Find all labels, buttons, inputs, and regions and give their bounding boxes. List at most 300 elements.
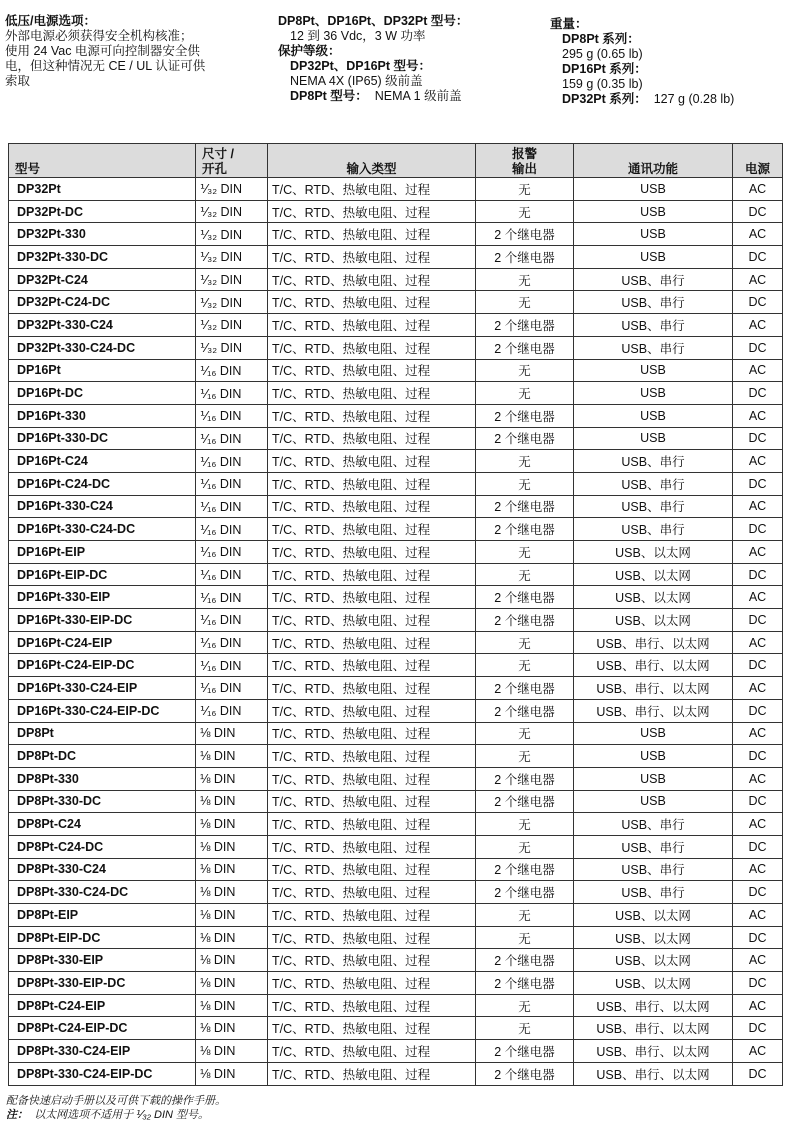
cell-size: ⅟₁₆ DIN — [196, 541, 268, 564]
cell-input-type: T/C、RTD、热敏电阻、过程 — [268, 745, 476, 768]
cell-size: ⅛ DIN — [196, 858, 268, 881]
weight-dp32-value: 127 g (0.28 lb) — [653, 92, 735, 106]
cell-power: DC — [733, 926, 783, 949]
cell-alarm-output: 无 — [476, 745, 574, 768]
ethernet-note — [6, 1108, 209, 1122]
cell-alarm-output: 无 — [476, 200, 574, 223]
table-row — [9, 427, 783, 450]
cell-communication: USB、串行 — [574, 835, 733, 858]
cell-alarm-output: 无 — [476, 291, 574, 314]
cell-model: DP32Pt-DC — [9, 200, 196, 223]
cell-communication: USB、以太网 — [574, 904, 733, 927]
cell-communication: USB、以太网 — [574, 563, 733, 586]
cell-alarm-output: 无 — [476, 382, 574, 405]
cell-power: DC — [733, 291, 783, 314]
cell-power: AC — [733, 404, 783, 427]
table-row — [9, 609, 783, 632]
cell-communication: USB — [574, 223, 733, 246]
cell-communication: USB — [574, 767, 733, 790]
cell-size: ⅟₃₂ DIN — [196, 268, 268, 291]
cell-input-type: T/C、RTD、热敏电阻、过程 — [268, 654, 476, 677]
cell-input-type: T/C、RTD、热敏电阻、过程 — [268, 563, 476, 586]
cell-power: DC — [733, 972, 783, 995]
cell-power: AC — [733, 1040, 783, 1063]
cell-model: DP8Pt-330-DC — [9, 790, 196, 813]
cell-power: AC — [733, 268, 783, 291]
cell-communication: USB — [574, 404, 733, 427]
cell-model: DP8Pt-EIP — [9, 904, 196, 927]
cell-input-type: T/C、RTD、热敏电阻、过程 — [268, 450, 476, 473]
cell-alarm-output: 无 — [476, 1017, 574, 1040]
cell-input-type: T/C、RTD、热敏电阻、过程 — [268, 586, 476, 609]
header-input-type: 输入类型 — [268, 144, 476, 178]
cell-size: ⅛ DIN — [196, 881, 268, 904]
cell-model: DP32Pt — [9, 178, 196, 201]
protection-dp8-value: NEMA 1 级前盖 — [374, 89, 462, 103]
header-size-line-2: 开孔 — [202, 162, 228, 176]
table-row — [9, 495, 783, 518]
cell-input-type: T/C、RTD、热敏电阻、过程 — [268, 858, 476, 881]
power-options-line-3: 电，但这种情况无 CE / UL 认证可供 — [5, 59, 206, 73]
cell-communication: USB、以太网 — [574, 926, 733, 949]
cell-model: DP8Pt-C24 — [9, 813, 196, 836]
cell-size: ⅟₁₆ DIN — [196, 677, 268, 700]
cell-input-type: T/C、RTD、热敏电阻、过程 — [268, 677, 476, 700]
cell-alarm-output: 2 个继电器 — [476, 336, 574, 359]
cell-input-type: T/C、RTD、热敏电阻、过程 — [268, 200, 476, 223]
table-row — [9, 246, 783, 269]
table-row — [9, 949, 783, 972]
cell-power: DC — [733, 745, 783, 768]
cell-input-type: T/C、RTD、热敏电阻、过程 — [268, 835, 476, 858]
cell-model: DP8Pt-330-C24 — [9, 858, 196, 881]
cell-power: AC — [733, 359, 783, 382]
cell-power: DC — [733, 1062, 783, 1085]
cell-model: DP16Pt — [9, 359, 196, 382]
cell-input-type: T/C、RTD、热敏电阻、过程 — [268, 404, 476, 427]
cell-power: AC — [733, 813, 783, 836]
table-row — [9, 631, 783, 654]
cell-alarm-output: 无 — [476, 813, 574, 836]
cell-input-type: T/C、RTD、热敏电阻、过程 — [268, 609, 476, 632]
cell-alarm-output: 无 — [476, 994, 574, 1017]
cell-power: DC — [733, 382, 783, 405]
cell-alarm-output: 无 — [476, 563, 574, 586]
cell-model: DP8Pt-EIP-DC — [9, 926, 196, 949]
cell-size: ⅛ DIN — [196, 767, 268, 790]
cell-communication: USB、串行 — [574, 472, 733, 495]
cell-alarm-output: 无 — [476, 722, 574, 745]
cell-size: ⅛ DIN — [196, 1062, 268, 1085]
supply-heading: DP8Pt、DP16Pt、DP32Pt 型号： — [278, 14, 469, 28]
cell-alarm-output: 2 个继电器 — [476, 223, 574, 246]
cell-input-type: T/C、RTD、热敏电阻、过程 — [268, 268, 476, 291]
cell-input-type: T/C、RTD、热敏电阻、过程 — [268, 1040, 476, 1063]
cell-communication: USB — [574, 745, 733, 768]
cell-power: DC — [733, 563, 783, 586]
cell-model: DP8Pt-330-EIP — [9, 949, 196, 972]
cell-size: ⅟₃₂ DIN — [196, 200, 268, 223]
cell-alarm-output: 2 个继电器 — [476, 972, 574, 995]
cell-communication: USB — [574, 246, 733, 269]
cell-input-type: T/C、RTD、热敏电阻、过程 — [268, 699, 476, 722]
cell-power: DC — [733, 835, 783, 858]
power-options-spec — [5, 14, 260, 89]
protection-dp8 — [278, 89, 538, 104]
cell-alarm-output: 2 个继电器 — [476, 609, 574, 632]
header-size — [196, 144, 268, 178]
manual-note: 配备快速启动手册以及可供下载的操作手册。 — [6, 1095, 226, 1107]
cell-power: DC — [733, 654, 783, 677]
cell-model: DP16Pt-330 — [9, 404, 196, 427]
power-options-heading: 低压/电源选项： — [5, 14, 96, 28]
cell-alarm-output: 2 个继电器 — [476, 246, 574, 269]
cell-power: AC — [733, 631, 783, 654]
cell-model: DP16Pt-C24 — [9, 450, 196, 473]
cell-model: DP8Pt-330 — [9, 767, 196, 790]
cell-model: DP32Pt-330-C24-DC — [9, 336, 196, 359]
cell-power: AC — [733, 586, 783, 609]
cell-model: DP16Pt-DC — [9, 382, 196, 405]
cell-power: DC — [733, 518, 783, 541]
cell-alarm-output: 2 个继电器 — [476, 677, 574, 700]
cell-size: ⅛ DIN — [196, 835, 268, 858]
table-row — [9, 1040, 783, 1063]
cell-model: DP32Pt-C24-DC — [9, 291, 196, 314]
cell-alarm-output: 无 — [476, 654, 574, 677]
table-row — [9, 450, 783, 473]
cell-power: AC — [733, 495, 783, 518]
cell-communication: USB、串行 — [574, 314, 733, 337]
table-row — [9, 881, 783, 904]
cell-model: DP16Pt-330-C24-EIP-DC — [9, 699, 196, 722]
header-alarm-line-1: 报警 — [511, 147, 537, 161]
header-model: 型号 — [9, 144, 196, 178]
table-row — [9, 926, 783, 949]
cell-model: DP8Pt-DC — [9, 745, 196, 768]
cell-model: DP8Pt-C24-DC — [9, 835, 196, 858]
cell-model: DP8Pt-330-EIP-DC — [9, 972, 196, 995]
cell-size: ⅟₃₂ DIN — [196, 291, 268, 314]
cell-power: DC — [733, 200, 783, 223]
cell-power: DC — [733, 790, 783, 813]
cell-model: DP32Pt-330-C24 — [9, 314, 196, 337]
cell-power: AC — [733, 994, 783, 1017]
cell-communication: USB、以太网 — [574, 609, 733, 632]
cell-input-type: T/C、RTD、热敏电阻、过程 — [268, 427, 476, 450]
cell-input-type: T/C、RTD、热敏电阻、过程 — [268, 881, 476, 904]
weight-dp32-label: DP32Pt 系列： — [562, 92, 647, 106]
cell-size: ⅛ DIN — [196, 926, 268, 949]
cell-input-type: T/C、RTD、热敏电阻、过程 — [268, 291, 476, 314]
cell-alarm-output: 无 — [476, 450, 574, 473]
table-row — [9, 359, 783, 382]
cell-model: DP16Pt-C24-EIP-DC — [9, 654, 196, 677]
cell-size: ⅟₁₆ DIN — [196, 382, 268, 405]
table-row — [9, 904, 783, 927]
cell-input-type: T/C、RTD、热敏电阻、过程 — [268, 472, 476, 495]
weight-dp32 — [550, 92, 786, 107]
cell-power: AC — [733, 314, 783, 337]
cell-alarm-output: 无 — [476, 904, 574, 927]
cell-power: DC — [733, 609, 783, 632]
cell-communication: USB、串行 — [574, 858, 733, 881]
cell-model: DP8Pt-330-C24-DC — [9, 881, 196, 904]
cell-input-type: T/C、RTD、热敏电阻、过程 — [268, 949, 476, 972]
table-header-row — [9, 144, 783, 178]
cell-communication: USB、串行 — [574, 495, 733, 518]
cell-communication: USB — [574, 382, 733, 405]
cell-size: ⅛ DIN — [196, 722, 268, 745]
cell-power: AC — [733, 223, 783, 246]
cell-communication: USB — [574, 790, 733, 813]
table-row — [9, 178, 783, 201]
cell-communication: USB、串行 — [574, 813, 733, 836]
cell-model: DP8Pt-330-C24-EIP — [9, 1040, 196, 1063]
table-row — [9, 813, 783, 836]
table-row — [9, 200, 783, 223]
cell-size: ⅛ DIN — [196, 972, 268, 995]
header-size-line-1: 尺寸 / — [202, 147, 234, 161]
cell-size: ⅟₃₂ DIN — [196, 336, 268, 359]
cell-power: AC — [733, 904, 783, 927]
cell-power: AC — [733, 178, 783, 201]
cell-input-type: T/C、RTD、热敏电阻、过程 — [268, 336, 476, 359]
cell-model: DP32Pt-330-DC — [9, 246, 196, 269]
cell-alarm-output: 2 个继电器 — [476, 495, 574, 518]
cell-power: AC — [733, 677, 783, 700]
cell-power: AC — [733, 722, 783, 745]
cell-power: DC — [733, 246, 783, 269]
cell-alarm-output: 2 个继电器 — [476, 790, 574, 813]
note-text: 以太网选项不适用于 ⅟₃₂ DIN 型号。 — [34, 1109, 210, 1121]
cell-model: DP16Pt-330-EIP-DC — [9, 609, 196, 632]
table-row — [9, 790, 783, 813]
cell-model: DP16Pt-EIP — [9, 541, 196, 564]
cell-communication: USB、串行、以太网 — [574, 1017, 733, 1040]
cell-size: ⅟₁₆ DIN — [196, 472, 268, 495]
cell-size: ⅛ DIN — [196, 904, 268, 927]
table-row — [9, 223, 783, 246]
table-row — [9, 518, 783, 541]
cell-alarm-output: 2 个继电器 — [476, 404, 574, 427]
cell-model: DP32Pt-C24 — [9, 268, 196, 291]
table-row — [9, 314, 783, 337]
cell-power: DC — [733, 699, 783, 722]
cell-model: DP16Pt-C24-DC — [9, 472, 196, 495]
cell-communication: USB、串行 — [574, 336, 733, 359]
table-row — [9, 541, 783, 564]
cell-size: ⅛ DIN — [196, 1017, 268, 1040]
cell-size: ⅟₁₆ DIN — [196, 563, 268, 586]
cell-size: ⅟₃₂ DIN — [196, 246, 268, 269]
cell-size: ⅛ DIN — [196, 813, 268, 836]
cell-communication: USB、以太网 — [574, 586, 733, 609]
header-alarm-line-2: 输出 — [511, 162, 537, 176]
cell-size: ⅛ DIN — [196, 1040, 268, 1063]
note-label: 注： — [6, 1109, 28, 1121]
table-row — [9, 1017, 783, 1040]
cell-model: DP16Pt-330-DC — [9, 427, 196, 450]
protection-heading: 保护等级： — [278, 44, 341, 58]
weight-dp8-label: DP8Pt 系列： — [562, 32, 640, 46]
supply-protection-spec — [278, 14, 538, 104]
cell-communication: USB、串行、以太网 — [574, 677, 733, 700]
cell-size: ⅟₁₆ DIN — [196, 609, 268, 632]
cell-alarm-output: 2 个继电器 — [476, 858, 574, 881]
cell-communication: USB、串行 — [574, 450, 733, 473]
cell-input-type: T/C、RTD、热敏电阻、过程 — [268, 904, 476, 927]
table-row — [9, 291, 783, 314]
protection-models: DP32Pt、DP16Pt 型号： — [290, 59, 432, 73]
cell-communication: USB、以太网 — [574, 949, 733, 972]
model-table — [8, 143, 783, 1086]
cell-alarm-output: 2 个继电器 — [476, 949, 574, 972]
cell-size: ⅟₁₆ DIN — [196, 699, 268, 722]
cell-alarm-output: 2 个继电器 — [476, 518, 574, 541]
supply-value: 12 到 36 Vdc，3 W 功率 — [290, 29, 426, 43]
cell-alarm-output: 2 个继电器 — [476, 767, 574, 790]
cell-alarm-output: 无 — [476, 926, 574, 949]
table-row — [9, 563, 783, 586]
table-row — [9, 972, 783, 995]
cell-communication: USB、串行 — [574, 518, 733, 541]
cell-size: ⅟₃₂ DIN — [196, 178, 268, 201]
cell-input-type: T/C、RTD、热敏电阻、过程 — [268, 972, 476, 995]
cell-alarm-output: 2 个继电器 — [476, 1040, 574, 1063]
header-power: 电源 — [733, 144, 783, 178]
cell-size: ⅟₁₆ DIN — [196, 654, 268, 677]
table-body — [9, 178, 783, 1086]
weight-dp16-label: DP16Pt 系列： — [562, 62, 647, 76]
cell-communication: USB、以太网 — [574, 972, 733, 995]
table-row — [9, 586, 783, 609]
table-row — [9, 699, 783, 722]
cell-input-type: T/C、RTD、热敏电阻、过程 — [268, 518, 476, 541]
cell-input-type: T/C、RTD、热敏电阻、过程 — [268, 359, 476, 382]
header-alarm-output — [476, 144, 574, 178]
cell-power: DC — [733, 336, 783, 359]
table-row — [9, 1062, 783, 1085]
cell-model: DP16Pt-330-C24-DC — [9, 518, 196, 541]
cell-input-type: T/C、RTD、热敏电阻、过程 — [268, 790, 476, 813]
weight-spec — [550, 17, 786, 107]
cell-communication: USB、串行 — [574, 881, 733, 904]
cell-size: ⅟₁₆ DIN — [196, 404, 268, 427]
cell-power: AC — [733, 541, 783, 564]
cell-communication: USB、串行、以太网 — [574, 1062, 733, 1085]
cell-communication: USB、串行、以太网 — [574, 699, 733, 722]
table-row — [9, 835, 783, 858]
cell-input-type: T/C、RTD、热敏电阻、过程 — [268, 767, 476, 790]
cell-communication: USB — [574, 722, 733, 745]
cell-alarm-output: 无 — [476, 541, 574, 564]
cell-alarm-output: 2 个继电器 — [476, 586, 574, 609]
cell-size: ⅟₁₆ DIN — [196, 495, 268, 518]
cell-model: DP16Pt-EIP-DC — [9, 563, 196, 586]
cell-size: ⅛ DIN — [196, 994, 268, 1017]
cell-model: DP32Pt-330 — [9, 223, 196, 246]
cell-size: ⅟₁₆ DIN — [196, 427, 268, 450]
cell-input-type: T/C、RTD、热敏电阻、过程 — [268, 495, 476, 518]
cell-power: DC — [733, 427, 783, 450]
cell-communication: USB、串行、以太网 — [574, 994, 733, 1017]
weight-dp8-value: 295 g (0.65 lb) — [562, 47, 643, 61]
cell-alarm-output: 无 — [476, 359, 574, 382]
table-row — [9, 336, 783, 359]
cell-input-type: T/C、RTD、热敏电阻、过程 — [268, 994, 476, 1017]
cell-communication: USB — [574, 359, 733, 382]
cell-size: ⅟₁₆ DIN — [196, 518, 268, 541]
cell-power: AC — [733, 949, 783, 972]
cell-size: ⅟₃₂ DIN — [196, 314, 268, 337]
table-row — [9, 745, 783, 768]
cell-alarm-output: 无 — [476, 178, 574, 201]
cell-size: ⅛ DIN — [196, 790, 268, 813]
cell-size: ⅛ DIN — [196, 949, 268, 972]
cell-input-type: T/C、RTD、热敏电阻、过程 — [268, 1017, 476, 1040]
protection-dp8-label: DP8Pt 型号： — [290, 89, 368, 103]
cell-size: ⅛ DIN — [196, 745, 268, 768]
cell-communication: USB — [574, 200, 733, 223]
cell-model: DP8Pt-330-C24-EIP-DC — [9, 1062, 196, 1085]
cell-communication: USB、以太网 — [574, 541, 733, 564]
cell-power: AC — [733, 767, 783, 790]
cell-alarm-output: 2 个继电器 — [476, 314, 574, 337]
cell-communication: USB、串行 — [574, 268, 733, 291]
weight-heading: 重量： — [550, 17, 588, 31]
power-options-line-1: 外部电源必须获得安全机构核准； — [5, 29, 193, 43]
cell-input-type: T/C、RTD、热敏电阻、过程 — [268, 813, 476, 836]
cell-alarm-output: 2 个继电器 — [476, 1062, 574, 1085]
table-row — [9, 858, 783, 881]
table-row — [9, 268, 783, 291]
cell-model: DP16Pt-330-C24 — [9, 495, 196, 518]
cell-input-type: T/C、RTD、热敏电阻、过程 — [268, 1062, 476, 1085]
cell-communication: USB — [574, 427, 733, 450]
cell-input-type: T/C、RTD、热敏电阻、过程 — [268, 631, 476, 654]
cell-model: DP16Pt-C24-EIP — [9, 631, 196, 654]
cell-input-type: T/C、RTD、热敏电阻、过程 — [268, 382, 476, 405]
cell-model: DP8Pt-C24-EIP-DC — [9, 1017, 196, 1040]
cell-communication: USB、串行、以太网 — [574, 1040, 733, 1063]
cell-alarm-output: 无 — [476, 268, 574, 291]
cell-model: DP16Pt-330-EIP — [9, 586, 196, 609]
table-row — [9, 722, 783, 745]
cell-power: AC — [733, 858, 783, 881]
cell-power: AC — [733, 450, 783, 473]
cell-alarm-output: 2 个继电器 — [476, 427, 574, 450]
cell-size: ⅟₁₆ DIN — [196, 586, 268, 609]
table-row — [9, 404, 783, 427]
cell-alarm-output: 2 个继电器 — [476, 699, 574, 722]
cell-input-type: T/C、RTD、热敏电阻、过程 — [268, 541, 476, 564]
cell-model: DP8Pt-C24-EIP — [9, 994, 196, 1017]
table-row — [9, 767, 783, 790]
cell-input-type: T/C、RTD、热敏电阻、过程 — [268, 178, 476, 201]
cell-alarm-output: 无 — [476, 472, 574, 495]
cell-model: DP16Pt-330-C24-EIP — [9, 677, 196, 700]
cell-input-type: T/C、RTD、热敏电阻、过程 — [268, 246, 476, 269]
cell-power: DC — [733, 881, 783, 904]
cell-input-type: T/C、RTD、热敏电阻、过程 — [268, 722, 476, 745]
table-row — [9, 472, 783, 495]
table-row — [9, 382, 783, 405]
table-row — [9, 994, 783, 1017]
cell-communication: USB、串行 — [574, 291, 733, 314]
cell-size: ⅟₁₆ DIN — [196, 631, 268, 654]
cell-power: DC — [733, 472, 783, 495]
